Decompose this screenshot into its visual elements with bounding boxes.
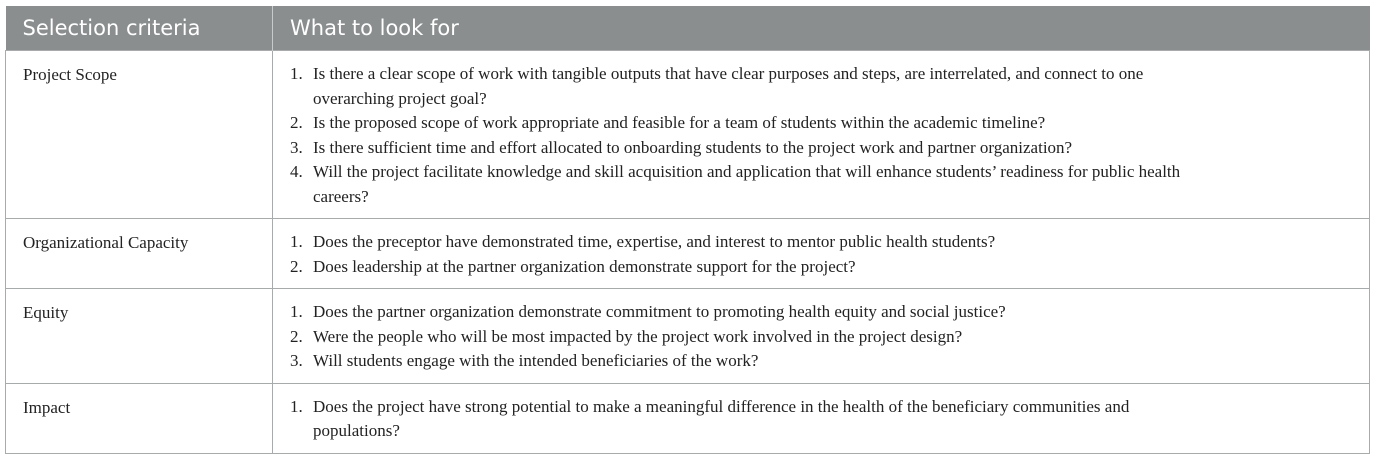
list-item xyxy=(290,325,1220,350)
criteria-list xyxy=(290,300,1220,374)
list-item xyxy=(290,395,1220,444)
item-text: Does the preceptor have demonstrated time, expertise, and interest to mentor public health students? xyxy=(313,232,996,251)
list-item xyxy=(290,349,1220,374)
table-row xyxy=(6,383,1370,453)
list-item xyxy=(290,136,1220,161)
criterion-cell: Project Scope xyxy=(6,51,273,219)
list-item xyxy=(290,255,1220,280)
header-selection-criteria: Selection criteria xyxy=(6,6,273,51)
items-cell xyxy=(273,219,1370,289)
item-text: Does the project have strong potential to make a meaningful difference in the health of the beneficiary communities and populations? xyxy=(313,396,1130,440)
item-number: 3. xyxy=(290,137,303,157)
item-number: 2. xyxy=(290,113,303,132)
item-text: Does leadership at the partner organization demonstrate support for the project? xyxy=(313,256,856,276)
item-text: Will the project facilitate knowledge and skill acquisition and application that will enhance students’ readiness for public health careers? xyxy=(313,162,1181,206)
list-item xyxy=(290,300,1220,325)
list-item xyxy=(290,160,1220,209)
item-number: 2. xyxy=(290,326,303,346)
criteria-list xyxy=(290,62,1220,209)
items-cell xyxy=(273,289,1370,384)
criteria-table-container xyxy=(5,6,1369,454)
item-text: Is the proposed scope of work appropriate and feasible for a team of students within the academic timeline? xyxy=(313,113,1046,132)
item-text: Is there sufficient time and effort allocated to onboarding students to the project work and partner organization? xyxy=(313,137,1073,157)
item-number: 1. xyxy=(290,396,303,416)
header-row xyxy=(6,6,1370,51)
item-number: 1. xyxy=(290,232,303,251)
items-cell xyxy=(273,51,1370,219)
criterion-cell: Equity xyxy=(6,289,273,384)
table-row xyxy=(6,219,1370,289)
criteria-list xyxy=(290,230,1220,279)
criteria-table xyxy=(5,6,1370,454)
item-text: Were the people who will be most impacted by the project work involved in the project design? xyxy=(313,326,963,346)
item-number: 1. xyxy=(290,302,303,321)
table-row xyxy=(6,289,1370,384)
list-item xyxy=(290,230,1220,255)
criterion-cell: Impact xyxy=(6,383,273,453)
header-what-to-look-for: What to look for xyxy=(273,6,1370,51)
criterion-cell: Organizational Capacity xyxy=(6,219,273,289)
item-text: Is there a clear scope of work with tangible outputs that have clear purposes and steps, are interrelated, and connect to one overarching project goal? xyxy=(313,64,1144,108)
list-item xyxy=(290,62,1220,111)
item-number: 3. xyxy=(290,351,303,370)
items-cell xyxy=(273,383,1370,453)
item-number: 2. xyxy=(290,256,303,276)
item-number: 1. xyxy=(290,64,303,83)
criteria-list xyxy=(290,395,1220,444)
list-item xyxy=(290,111,1220,136)
item-number: 4. xyxy=(290,162,303,181)
item-text: Will students engage with the intended beneficiaries of the work? xyxy=(313,351,759,370)
item-text: Does the partner organization demonstrate commitment to promoting health equity and social justice? xyxy=(313,302,1006,321)
table-row xyxy=(6,51,1370,219)
